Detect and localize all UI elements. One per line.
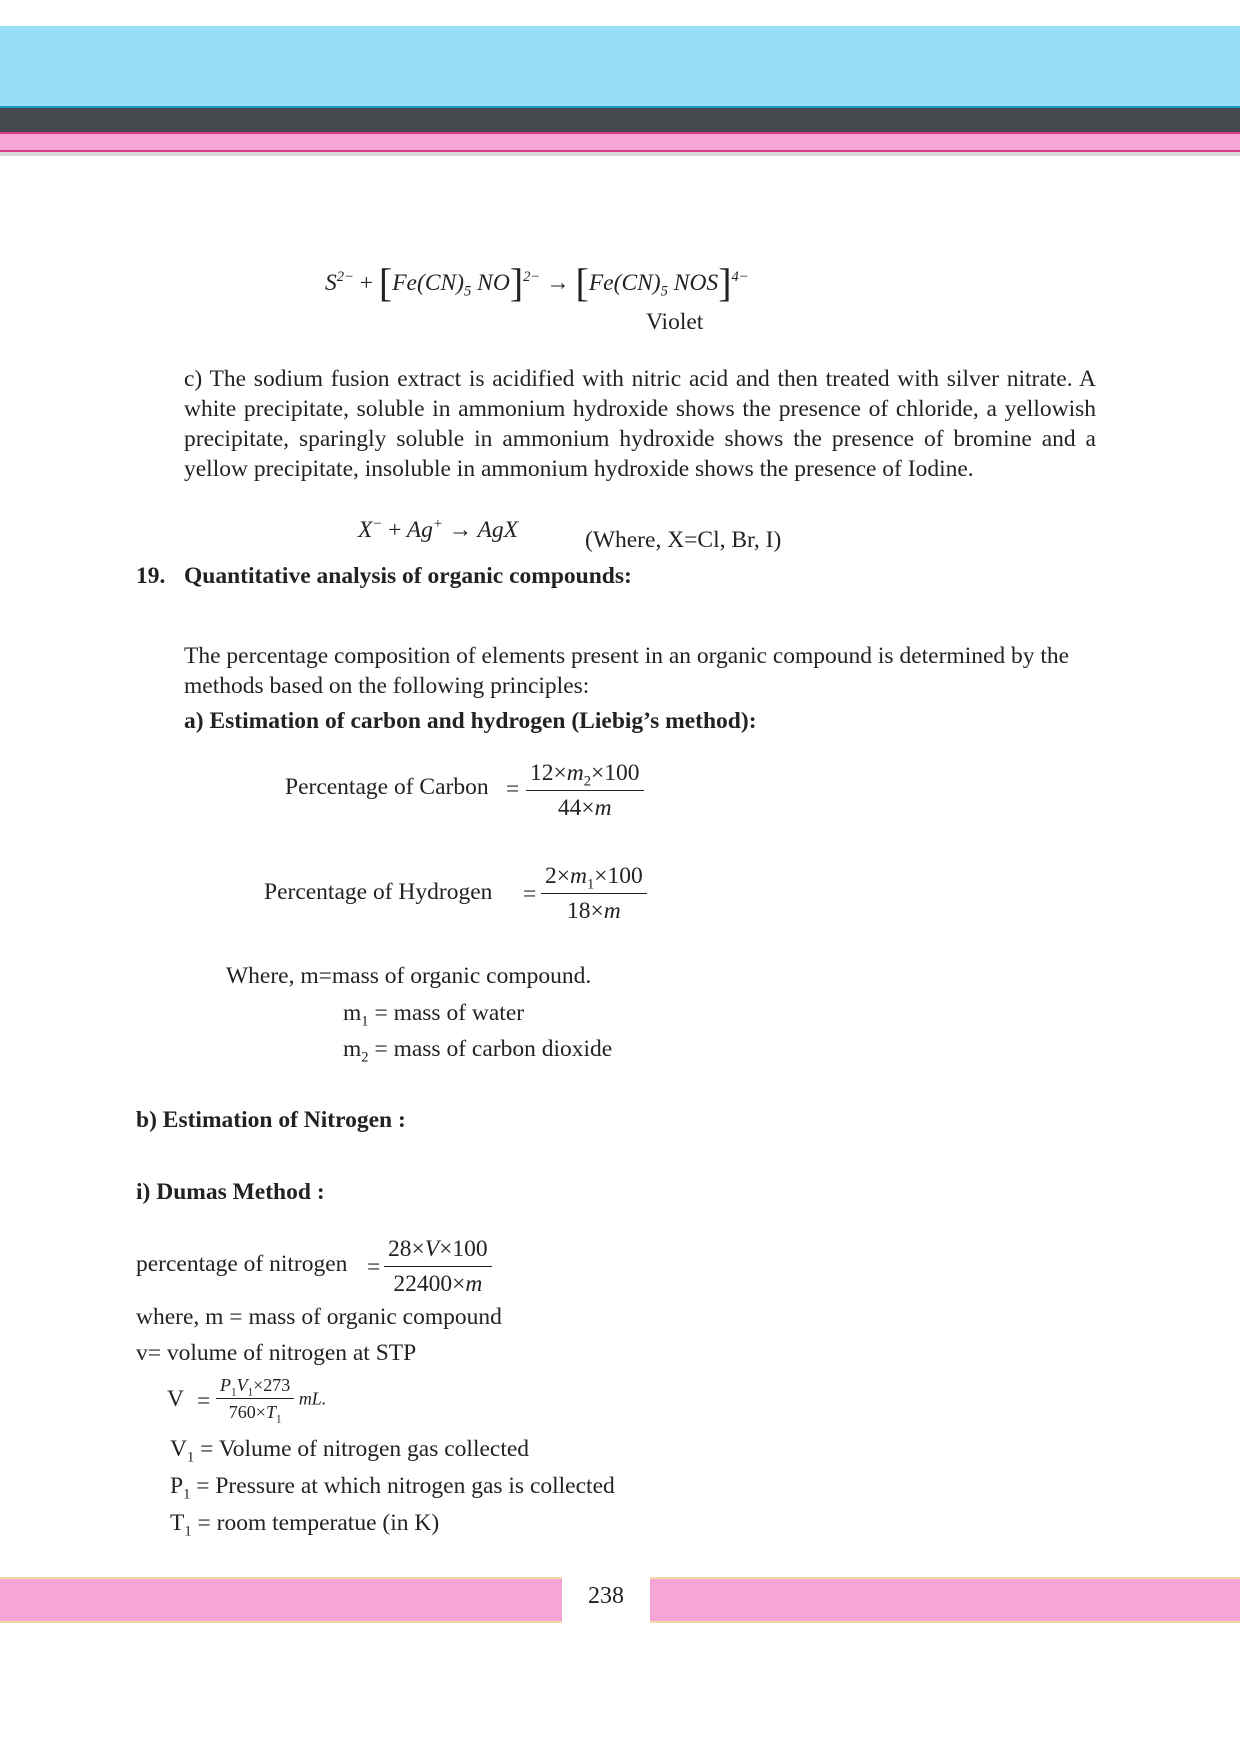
subheading-dumas: i) Dumas Method : [136, 1179, 325, 1205]
def-t1: $T_1$ = room temperatue (in K) [170, 1510, 440, 1540]
header-pink-band [0, 132, 1240, 152]
section-number: 19. [136, 563, 166, 589]
equation-sulfide-nitroprusside: $S^{2-} + [Fe(CN)_5$ $NO]^{2-} \to [Fe(CN)_5$ NOS]$^{4-}$ [325, 260, 749, 305]
nitrogen-label: percentage of nitrogen [136, 1251, 348, 1277]
where-mass-organic-b: where, m = mass of organic compound [136, 1304, 502, 1330]
where-mass-organic: Where, m=mass of organic compound. [226, 963, 592, 989]
carbon-fraction: $\frac{12\times m_2\times 100}{44\times m}$ [526, 758, 644, 823]
nitrogen-fraction: $\frac{28\times V\times 100}{22400\times m}$ [384, 1234, 492, 1299]
section-title: Quantitative analysis of organic compounds: [184, 563, 632, 589]
hydrogen-equals: = [523, 881, 537, 907]
hydrogen-label: Percentage of Hydrogen [264, 879, 493, 905]
paragraph-c-halide-test: c) The sodium fusion extract is acidified with nitric acid and then treated with silver nitrate. A white precipitate, soluble in ammonium hydroxide shows the presence of chloride, a yellowish precipitate, sparingly soluble in ammonium hydroxide shows the presence of bromine and a yellow precipitate, insoluble in ammonium hydroxide shows the presence of Iodine. [184, 366, 1096, 482]
volume-fraction: $\frac{P_1V_1\times 273}{760\times T_1}$ mL. [216, 1374, 326, 1423]
where-m2: $m_2$ = mass of carbon dioxide [343, 1036, 613, 1066]
section-intro: The percentage composition of elements present in an organic compound is determined by the methods based on the following principles: [184, 643, 1070, 699]
violet-label: Violet [646, 309, 704, 335]
carbon-label: Percentage of Carbon [285, 774, 489, 800]
footer-pink-band-right [650, 1577, 1240, 1623]
carbon-equals: = [506, 776, 520, 802]
def-p1: $P_1$ = Pressure at which nitrogen gas is collected [170, 1473, 615, 1503]
volume-symbol: V [167, 1386, 184, 1412]
equation-silver-halide: X− + Ag+ → AgX [358, 516, 519, 543]
where-volume-stp: v= volume of nitrogen at STP [136, 1340, 417, 1366]
subheading-liebig: a) Estimation of carbon and hydrogen (Liebig’s method): [184, 708, 757, 734]
nitrogen-equals: = [367, 1254, 381, 1280]
page-number: 238 [588, 1583, 624, 1609]
footer-pink-band-left [0, 1577, 562, 1623]
def-v1: $V_1$ = Volume of nitrogen gas collected [170, 1436, 530, 1466]
header-blue-band [0, 26, 1240, 108]
header-shadow-band [0, 152, 1240, 156]
volume-equals: = [197, 1388, 211, 1414]
where-m1: $m_1$ = mass of water [343, 1000, 525, 1030]
halide-note: (Where, X=Cl, Br, I) [585, 527, 782, 553]
hydrogen-fraction: $\frac{2\times m_1\times 100}{18\times m}$ [541, 861, 647, 926]
subheading-nitrogen: b) Estimation of Nitrogen : [136, 1107, 406, 1133]
header-dark-band [0, 108, 1240, 132]
